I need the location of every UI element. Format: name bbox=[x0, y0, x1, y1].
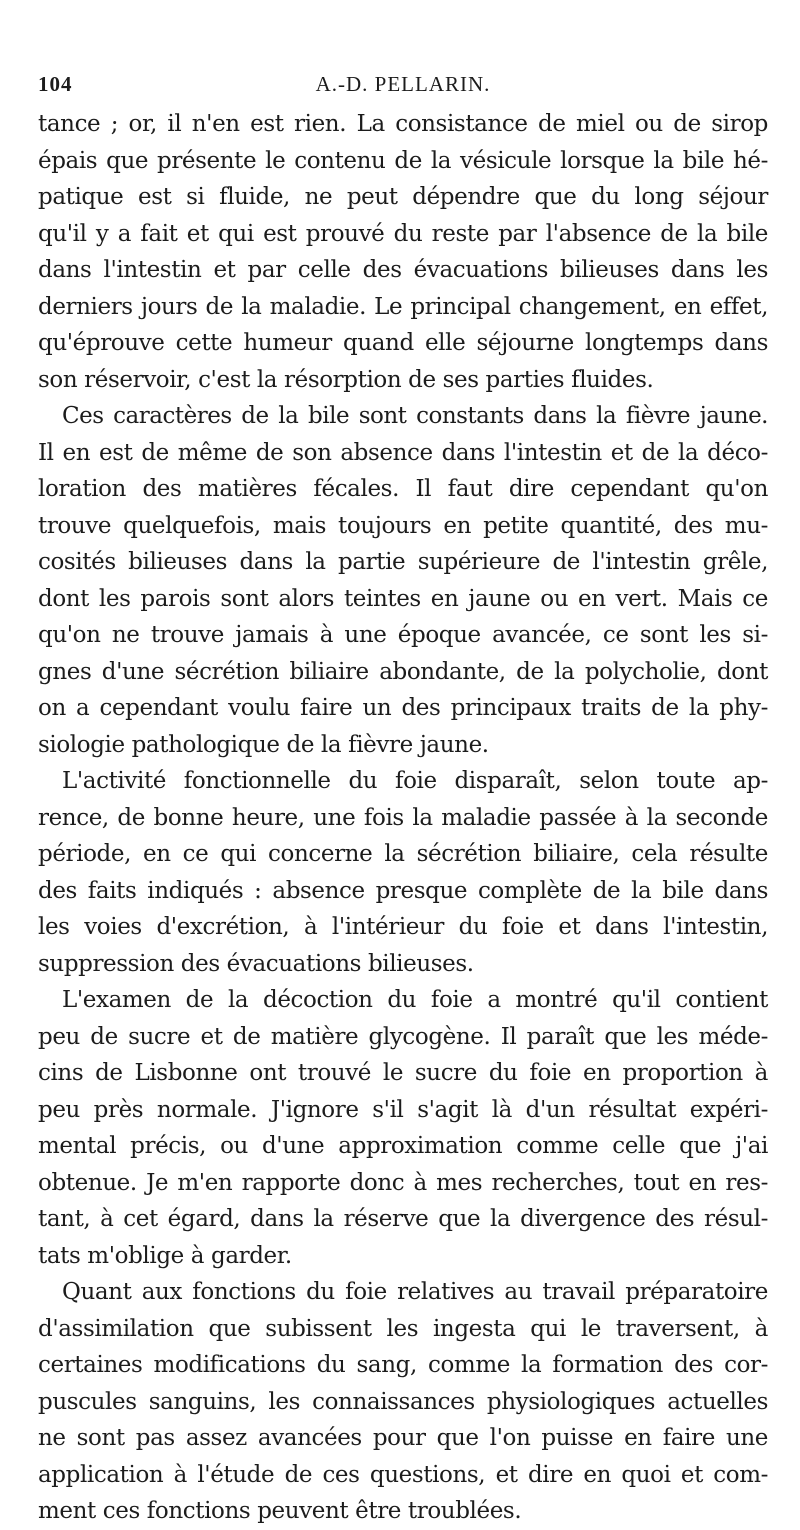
text-line: tant, à cet égard, dans la réserve que la divergence des résul- bbox=[38, 1206, 768, 1232]
text-line: L'activité fonctionnelle du foie disparaît, selon toute ap- bbox=[62, 768, 768, 794]
text-line: rence, de bonne heure, une fois la maladie passée à la seconde bbox=[38, 804, 768, 831]
text-line: L'examen de la décoction du foie a montré qu'il contient bbox=[62, 987, 768, 1013]
text-line: qu'on ne trouve jamais à une époque avancée, ce sont les si- bbox=[38, 622, 768, 648]
text-line: siologie pathologique de la fièvre jaune. bbox=[38, 731, 489, 758]
text-line: loration des matières fécales. Il faut dire cependant qu'on bbox=[38, 476, 768, 502]
text-line: qu'il y a fait et qui est prouvé du reste par l'absence de la bile bbox=[38, 220, 768, 247]
text-line: puscules sanguins, les connaissances physiologiques actuelles bbox=[38, 1388, 768, 1415]
text-line: dont les parois sont alors teintes en jaune ou en vert. Mais ce bbox=[38, 585, 768, 612]
text-line: certaines modifications du sang, comme la formation des cor- bbox=[38, 1352, 768, 1378]
paragraph bbox=[38, 106, 768, 398]
text-line: peu près normale. J'ignore s'il s'agit là d'un résultat expéri- bbox=[38, 1096, 768, 1123]
text-line: application à l'étude de ces questions, et dire en quoi et com- bbox=[38, 1461, 768, 1488]
page-number: 104 bbox=[38, 72, 73, 96]
text-line: cosités bilieuses dans la partie supérieure de l'intestin grêle, bbox=[38, 549, 768, 575]
text-line: patique est si fluide, ne peut dépendre que du long séjour bbox=[38, 184, 768, 210]
text-line: des faits indiqués : absence presque complète de la bile dans bbox=[38, 877, 768, 904]
text-line: derniers jours de la maladie. Le principal changement, en effet, bbox=[38, 293, 768, 320]
text-line: épais que présente le contenu de la vésicule lorsque la bile hé- bbox=[38, 147, 768, 174]
text-line: Quant aux fonctions du foie relatives au travail préparatoire bbox=[62, 1279, 768, 1305]
paragraph bbox=[38, 398, 768, 763]
text-line: obtenue. Je m'en rapporte donc à mes recherches, tout en res- bbox=[38, 1169, 768, 1196]
text-line: cins de Lisbonne ont trouvé le sucre du foie en proportion à bbox=[38, 1060, 768, 1086]
text-line: trouve quelquefois, mais toujours en petite quantité, des mu- bbox=[38, 512, 768, 539]
text-line: tance ; or, il n'en est rien. La consistance de miel ou de sirop bbox=[38, 111, 768, 137]
text-line: mental précis, ou d'une approximation comme celle que j'ai bbox=[38, 1133, 768, 1159]
paragraph bbox=[38, 763, 768, 982]
text-line: suppression des évacuations bilieuses. bbox=[38, 950, 474, 977]
body-text bbox=[38, 106, 768, 1530]
text-line: Ces caractères de la bile sont constants dans la fièvre jaune. bbox=[62, 403, 768, 429]
text-line: peu de sucre et de matière glycogène. Il paraît que les méde- bbox=[38, 1023, 768, 1050]
text-line: on a cependant voulu faire un des principaux traits de la phy- bbox=[38, 695, 768, 721]
running-title: A.-D. PELLARIN. bbox=[315, 72, 491, 96]
book-page bbox=[38, 64, 768, 1530]
text-line: ne sont pas assez avancées pour que l'on puisse en faire une bbox=[38, 1425, 768, 1451]
text-line: les voies d'excrétion, à l'intérieur du foie et dans l'intestin, bbox=[38, 914, 768, 940]
running-head bbox=[38, 64, 768, 104]
text-line: tats m'oblige à garder. bbox=[38, 1242, 292, 1269]
text-line: ment ces fonctions peuvent être troublées. bbox=[38, 1498, 522, 1524]
text-line: d'assimilation que subissent les ingesta qui le traversent, à bbox=[38, 1315, 768, 1342]
paragraph bbox=[38, 1274, 768, 1530]
text-line: Il en est de même de son absence dans l'intestin et de la déco- bbox=[38, 439, 768, 466]
text-line: qu'éprouve cette humeur quand elle séjourne longtemps dans bbox=[38, 330, 768, 356]
text-line: période, en ce qui concerne la sécrétion biliaire, cela résulte bbox=[38, 841, 768, 867]
text-line: gnes d'une sécrétion biliaire abondante, de la polycholie, dont bbox=[38, 658, 768, 685]
text-line: dans l'intestin et par celle des évacuations bilieuses dans les bbox=[38, 257, 768, 283]
text-line: son réservoir, c'est la résorption de ses parties fluides. bbox=[38, 366, 654, 393]
paragraph bbox=[38, 982, 768, 1274]
